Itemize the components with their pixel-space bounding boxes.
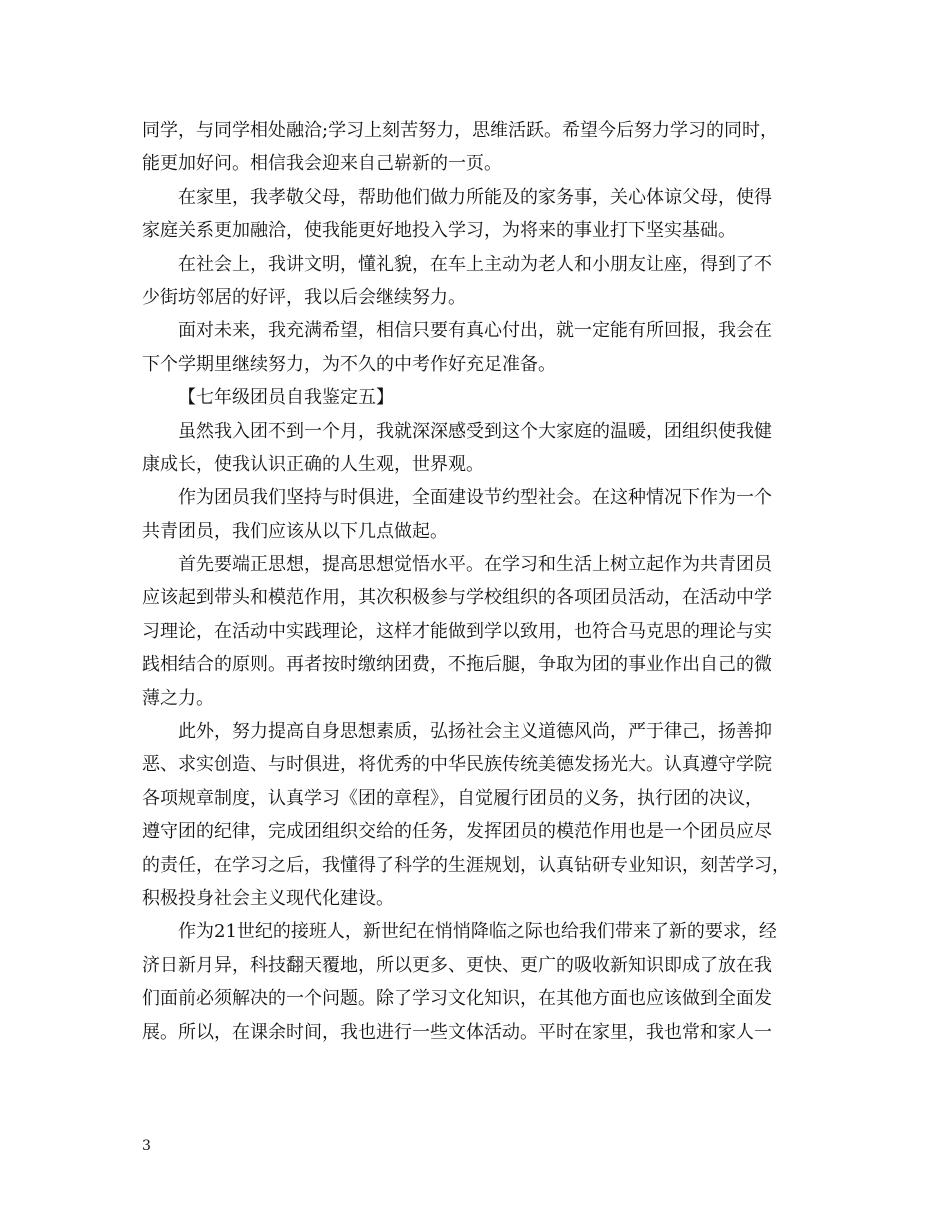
text-line: 少街坊邻居的好评，我以后会继续努力。 <box>142 286 466 308</box>
text-line: 作为团员我们坚持与时俱进，全面建设节约型社会。在这种情况下作为一个 <box>178 487 772 509</box>
text-line: 积极投身社会主义现代化建设。 <box>142 887 394 909</box>
text-line: 恶、求实创造、与时俱进，将优秀的中华民族传统美德发扬光大。认真遵守学院 <box>142 754 772 776</box>
text-line: 家庭关系更加融洽，使我能更好地投入学习，为将来的事业打下坚实基础。 <box>142 220 736 242</box>
text-line: 共青团员，我们应该从以下几点做起。 <box>142 520 448 542</box>
text-line: 同学，与同学相处融洽;学习上刻苦努力，思维活跃。希望今后努力学习的同时， <box>142 120 779 141</box>
text-line: 下个学期里继续努力，为不久的中考作好充足准备。 <box>142 353 556 375</box>
text-line: 践相结合的原则。再者按时缴纳团费，不拖后腿，争取为团的事业作出自己的微 <box>142 654 772 676</box>
text-line: 虽然我入团不到一个月，我就深深感受到这个大家庭的温暖，团组织使我健 <box>178 420 772 442</box>
text-line: 在家里，我孝敬父母，帮助他们做力所能及的家务事，关心体谅父母，使得 <box>178 186 772 208</box>
text-line: 应该起到带头和模范作用，其次积极参与学校组织的各项团员活动，在活动中学 <box>142 587 772 609</box>
body-text <box>142 114 826 1049</box>
text-line: 此外，努力提高自身思想素质，弘扬社会主义道德风尚，严于律己，扬善抑 <box>178 721 772 743</box>
text-line: 首先要端正思想，提高思想觉悟水平。在学习和生活上树立起作为共青团员 <box>178 554 772 576</box>
text-line: 薄之力。 <box>142 687 214 709</box>
text-line: 习理论，在活动中实践理论，这样才能做到学以致用，也符合马克思的理论与实 <box>142 620 772 642</box>
page-number: 3 <box>142 1138 151 1154</box>
text-line: 的责任，在学习之后，我懂得了科学的生涯规划，认真钻研专业知识，刻苦学习， <box>142 854 790 876</box>
text-line: 在社会上，我讲文明，懂礼貌，在车上主动为老人和小朋友让座，得到了不 <box>178 253 772 275</box>
text-line: 能更加好问。相信我会迎来自己崭新的一页。 <box>142 153 502 175</box>
text-line: 遵守团的纪律，完成团组织交给的任务，发挥团员的模范作用也是一个团员应尽 <box>142 821 772 843</box>
text-line: 展。所以，在课余时间，我也进行一些文体活动。平时在家里，我也常和家人一 <box>142 1021 772 1043</box>
text-line: 作为21世纪的接班人，新世纪在悄悄降临之际也给我们带来了新的要求，经 <box>178 921 777 943</box>
text-line: 济日新月异，科技翻天覆地，所以更多、更快、更广的吸收新知识即成了放在我 <box>142 954 772 976</box>
text-line: 康成长，使我认识正确的人生观，世界观。 <box>142 453 484 475</box>
text-line: 面对未来，我充满希望，相信只要有真心付出，就一定能有所回报，我会在 <box>178 320 772 342</box>
section-heading: 【七年级团员自我鉴定五】 <box>178 387 394 409</box>
text-line: 各项规章制度，认真学习《团的章程》，自觉履行团员的义务，执行团的决议， <box>142 787 763 809</box>
text-line: 们面前必须解决的一个问题。除了学习文化知识，在其他方面也应该做到全面发 <box>142 988 772 1010</box>
